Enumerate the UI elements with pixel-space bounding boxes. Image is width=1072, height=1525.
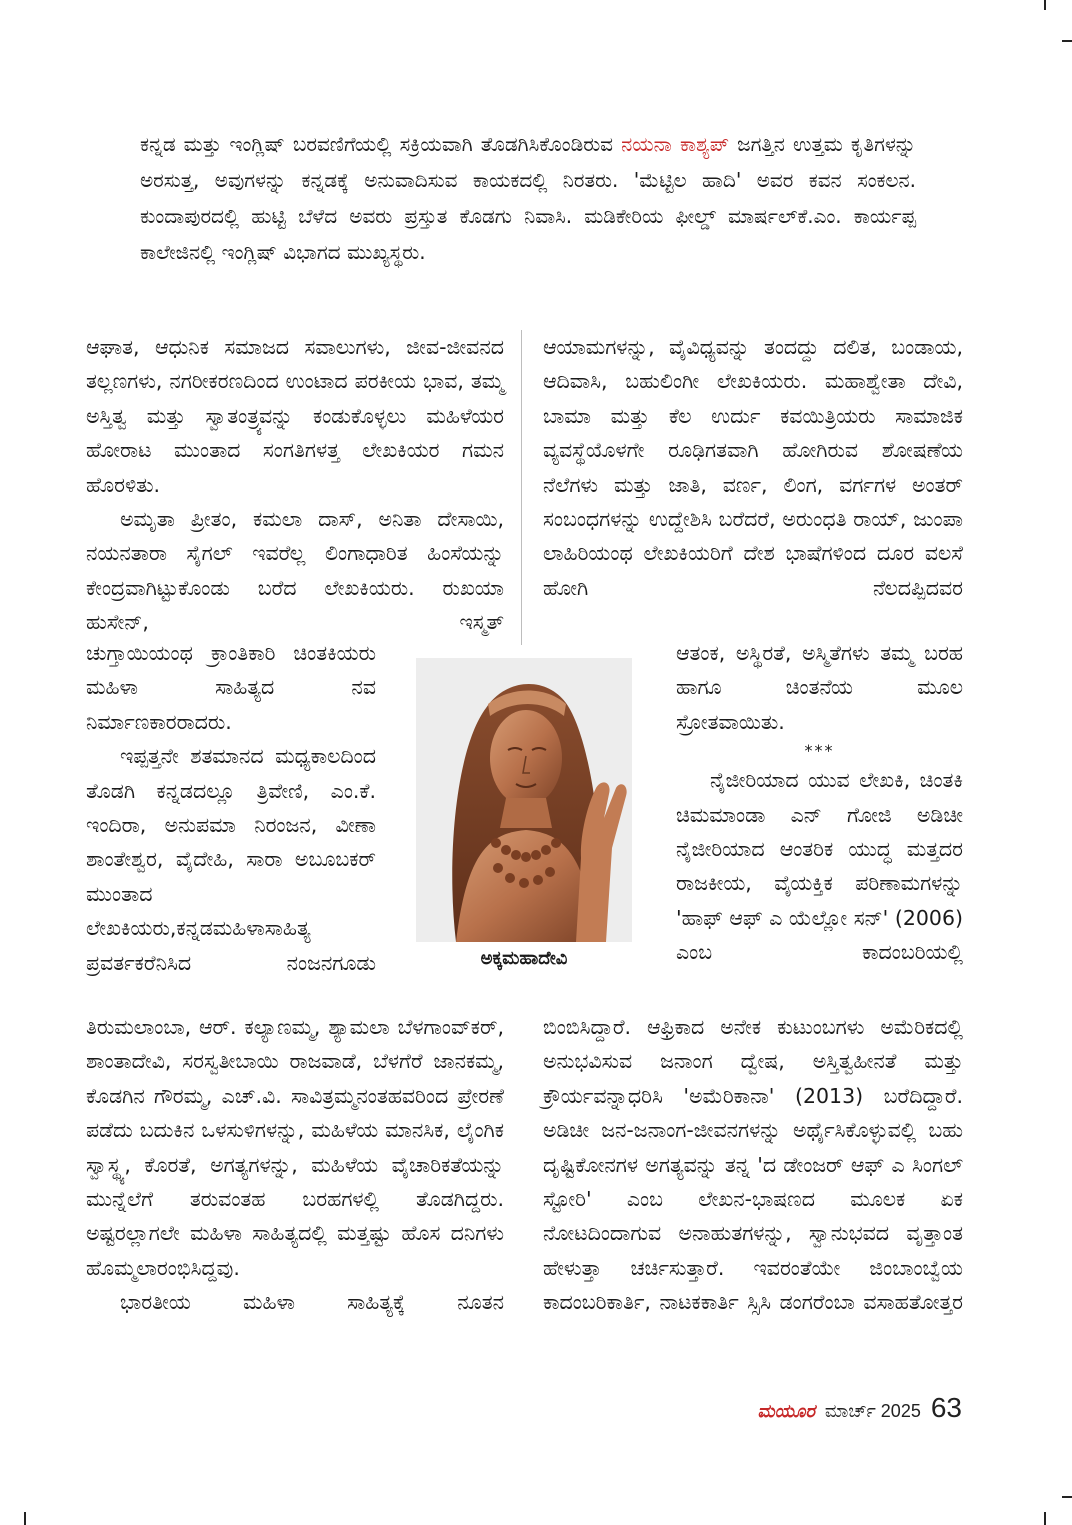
crop-mark bbox=[1062, 1496, 1072, 1498]
left-column-bottom bbox=[86, 1010, 504, 1320]
statue-illustration bbox=[416, 658, 632, 942]
crop-mark bbox=[24, 1512, 26, 1525]
left-paragraph-1: ಆಘಾತ, ಆಧುನಿಕ ಸಮಾಜದ ಸವಾಲುಗಳು, ಜೀವ-ಜೀವನದ ತಲ್ಲಣಗಳು, ನಗರೀಕರಣದಿಂದ ಉಂಟಾದ ಪರಕೀಯ ಭಾವ, ತಮ್ಮ ಅಸ್ತಿತ್ವ ಮತ್ತು ಸ್ವಾತಂತ್ರ್ಯವನ್ನು ಕಂಡುಕೊಳ್ಳಲು ಮಹಿಳೆಯರ ಹೋರಾಟ ಮುಂತಾದ ಸಂಗತಿಗಳತ್ತ ಲೇಖಕಿಯರ ಗಮನ ಹೊರಳಿತು. bbox=[86, 335, 504, 497]
right-column-bottom bbox=[543, 1010, 963, 1320]
right-paragraph-1: ಆಯಾಮಗಳನ್ನು, ವೈವಿಧ್ಯವನ್ನು ತಂದದ್ದು ದಲಿತ, ಬಂಡಾಯ, ಆದಿವಾಸಿ, ಬಹುಲಿಂಗೀ ಲೇಖಕಿಯರು. ಮಹಾಶ್ವೇತಾ ದೇವಿ, ಬಾಮಾ ಮತ್ತು ಕೆಲ ಉರ್ದು ಕವಯಿತ್ರಿಯರು ಸಾಮಾಜಿಕ ವ್ಯವಸ್ಥೆಯೊಳಗೇ ರೂಢಿಗತವಾಗಿ ಹೋಗಿರುವ ಶೋಷಣೆಯ ನೆಲೆಗಳು ಮತ್ತು ಜಾತಿ, ವರ್ಣ, ಲಿಂಗ, ವರ್ಗಗಳ ಅಂತರ್ ಸಂಬಂಧಗಳನ್ನು ಉದ್ದೇಶಿಸಿ ಬರೆದರೆ, ಅರುಂಧತಿ ರಾಯ್, ಜುಂಪಾ ಲಾಹಿರಿಯಂಥ ಲೇಖಕಿಯರಿಗೆ ದೇಶ ಭಾಷೆಗಳಿಂದ ದೂರ ವಲಸೆ ಹೋಗಿ ನೆಲದಪ್ಪಿದವರ bbox=[543, 335, 963, 600]
right-paragraph-2: ನೈಜೀರಿಯಾದ ಯುವ ಲೇಖಕಿ, ಚಿಂತಕಿ ಚಿಮಮಾಂಡಾ ಎನ್ ಗೋಜಿ ಅಡಿಚೀ ನೈಜೀರಿಯಾದ ಆಂತರಿಕ ಯುದ್ಧ ಮತ್ತದರ ರಾಜಕೀಯ, ವೈಯಕ್ತಿಕ ಪರಿಣಾಮಗಳನ್ನು 'ಹಾಫ್ ಆಫ್ ಎ ಯೆಲ್ಲೋ ಸನ್' (2006) ಎಂಬ ಕಾದಂಬರಿಯಲ್ಲಿ bbox=[676, 768, 963, 965]
intro-text-before: ಕನ್ನಡ ಮತ್ತು ಇಂಗ್ಲಿಷ್ ಬರವಣಿಗೆಯಲ್ಲಿ ಸಕ್ರಿಯವಾಗಿ ತೊಡಗಿಸಿಕೊಂಡಿರುವ bbox=[140, 132, 622, 156]
column-divider bbox=[521, 330, 522, 645]
left-paragraph-2-cont: ಚುಗ್ತಾಯಿಯಂಥ ಕ್ರಾಂತಿಕಾರಿ ಚಿಂತಕಿಯರು ಮಹಿಳಾ ಸಾಹಿತ್ಯದ ನವ ನಿರ್ಮಾಣಕಾರರಾದರು. bbox=[86, 641, 376, 734]
right-column-narrow bbox=[676, 636, 963, 970]
right-paragraph-2-cont: ಬಿಂಬಿಸಿದ್ದಾರೆ. ಆಫ್ರಿಕಾದ ಅನೇಕ ಕುಟುಂಬಗಳು ಅಮೆರಿಕದಲ್ಲಿ ಅನುಭವಿಸುವ ಜನಾಂಗ ದ್ವೇಷ, ಅಸ್ತಿತ್ವಹೀನತೆ ಮತ್ತು ಕ್ರೌರ್ಯವನ್ನಾಧರಿಸಿ 'ಅಮೆರಿಕಾನಾ' (2013) ಬರೆದಿದ್ದಾರೆ. ಅಡಿಚೀ ಜನ-ಜನಾಂಗ-ಜೀವನಗಳನ್ನು ಅರ್ಥೈಸಿಕೊಳ್ಳುವಲ್ಲಿ ಬಹು ದೃಷ್ಟಿಕೋನಗಳ ಅಗತ್ಯವನ್ನು ತನ್ನ 'ದ ಡೇಂಜರ್ ಆಫ್ ಎ ಸಿಂಗಲ್ ಸ್ಟೋರಿ' ಎಂಬ ಲೇಖನ-ಭಾಷಣದ ಮೂಲಕ ಏಕ ನೋಟದಿಂದಾಗುವ ಅನಾಹುತಗಳನ್ನು, ಸ್ವಾನುಭವದ ವೃತ್ತಾಂತ ಹೇಳುತ್ತಾ ಚರ್ಚಿಸುತ್ತಾರೆ. ಇವರಂತೆಯೇ ಜಿಂಬಾಂಬ್ವೆಯ ಕಾದಂಬರಿಕಾರ್ತಿ, ನಾಟಕಕಾರ್ತಿ ಸ್ಸಿಸಿ ಡಂಗರೆಂಬಾ ವಸಾಹತೋತ್ತರ bbox=[543, 1015, 963, 1315]
left-paragraph-4: ಭಾರತೀಯ ಮಹಿಳಾ ಸಾಹಿತ್ಯಕ್ಕೆ ನೂತನ bbox=[120, 1290, 504, 1315]
intro-text-after: ಜಗತ್ತಿನ ಉತ್ತಮ ಕೃತಿಗಳನ್ನು ಅರಸುತ್ತ, ಅವುಗಳನ್ನು ಕನ್ನಡಕ್ಕೆ ಅನುವಾದಿಸುವ ಕಾಯಕದಲ್ಲಿ ನಿರತರು. 'ಮೆಟ್ಟಿಲ ಹಾದಿ' ಅವರ ಕವನ ಸಂಕಲನ. ಕುಂದಾಪುರದಲ್ಲಿ ಹುಟ್ಟಿ ಬೆಳೆದ ಅವರು ಪ್ರಸ್ತುತ ಕೊಡಗು ನಿವಾಸಿ. ಮಡಿಕೇರಿಯ ಫೀಲ್ಡ್ ಮಾರ್ಷಲ್‌ಕೆ.ಎಂ. ಕಾರ್ಯಪ್ಪ ಕಾಲೇಜಿನಲ್ಲಿ ಇಂಗ್ಲಿಷ್ ವಿಭಾಗದ ಮುಖ್ಯಸ್ಥರು. bbox=[140, 132, 916, 264]
left-paragraph-3: ಇಪ್ಪತ್ತನೇ ಶತಮಾನದ ಮಧ್ಯಕಾಲದಿಂದ ತೊಡಗಿ ಕನ್ನಡದಲ್ಲೂ ತ್ರಿವೇಣಿ, ಎಂ.ಕೆ. ಇಂದಿರಾ, ಅನುಪಮಾ ನಿರಂಜನ, ವೀಣಾ ಶಾಂತೇಶ್ವರ, ವೈದೇಹಿ, ಸಾರಾ ಅಬೂಬಕರ್ ಮುಂತಾದ ಲೇಖಕಿಯರು,ಕನ್ನಡಮಹಿಳಾಸಾಹಿತ್ಯ ಪ್ರವರ್ತಕರೆನಿಸಿದ ನಂಜನಗೂಡು bbox=[86, 744, 376, 975]
akkamahadevi-statue-image bbox=[416, 658, 632, 942]
crop-mark bbox=[1062, 40, 1072, 42]
image-caption: ಅಕ್ಕಮಹಾದೇವಿ bbox=[480, 948, 568, 969]
magazine-logo: ಮಯೂರ bbox=[757, 1401, 815, 1421]
crop-mark bbox=[1044, 0, 1046, 10]
left-column-narrow bbox=[86, 636, 376, 980]
author-name: ನಯನಾ ಕಾಶ್ಯಪ್ bbox=[621, 132, 730, 156]
page-number: 63 bbox=[930, 1392, 962, 1423]
section-separator: *** bbox=[804, 741, 835, 761]
issue-month: ಮಾರ್ಚ್ 2025 bbox=[824, 1401, 921, 1421]
author-intro bbox=[140, 126, 916, 270]
right-column-top bbox=[543, 330, 963, 605]
right-paragraph-1-cont: ಆತಂಕ, ಅಸ್ಥಿರತೆ, ಅಸ್ಮಿತೆಗಳು ತಮ್ಮ ಬರಹ ಹಾಗೂ ಚಿಂತನೆಯ ಮೂಲ ಸ್ರೋತವಾಯಿತು. bbox=[676, 641, 963, 734]
left-column-top bbox=[86, 330, 504, 640]
crop-mark bbox=[1044, 1512, 1046, 1525]
page-footer bbox=[757, 1392, 962, 1424]
left-paragraph-3-cont: ತಿರುಮಲಾಂಬಾ, ಆರ್. ಕಲ್ಯಾಣಮ್ಮ, ಶ್ಯಾಮಲಾ ಬೆಳಗಾಂವ್‌ಕರ್, ಶಾಂತಾದೇವಿ, ಸರಸ್ವತೀಬಾಯಿ ರಾಜವಾಡೆ, ಬೆಳಗೆರೆ ಜಾನಕಮ್ಮ, ಕೊಡಗಿನ ಗೌರಮ್ಮ, ಎಚ್.ವಿ. ಸಾವಿತ್ರಮ್ಮನಂತಹವರಿಂದ ಪ್ರೇರಣೆ ಪಡೆದು ಬದುಕಿನ ಒಳಸುಳಿಗಳನ್ನು, ಮಹಿಳೆಯ ಮಾನಸಿಕ, ಲೈಂಗಿಕ ಸ್ವಾಸ್ಥ್ಯ, ಕೊರತೆ, ಅಗತ್ಯಗಳನ್ನು, ಮಹಿಳೆಯ ವೈಚಾರಿಕತೆಯನ್ನು ಮುನ್ನೆಲೆಗೆ ತರುವಂತಹ ಬರಹಗಳಲ್ಲಿ ತೊಡಗಿದ್ದರು. ಅಷ್ಟರಲ್ಲಾಗಲೇ ಮಹಿಳಾ ಸಾಹಿತ್ಯದಲ್ಲಿ ಮತ್ತಷ್ಟು ಹೊಸ ದನಿಗಳು ಹೊಮ್ಮಲಾರಂಭಿಸಿದ್ದವು. bbox=[86, 1015, 504, 1280]
left-paragraph-2: ಅಮೃತಾ ಪ್ರೀತಂ, ಕಮಲಾ ದಾಸ್, ಅನಿತಾ ದೇಸಾಯಿ, ನಯನತಾರಾ ಸೈಗಲ್ ಇವರೆಲ್ಲ ಲಿಂಗಾಧಾರಿತ ಹಿಂಸೆಯನ್ನು ಕೇಂದ್ರವಾಗಿಟ್ಟುಕೊಂಡು ಬರೆದ ಲೇಖಕಿಯರು. ರುಖಯಾ ಹುಸೇನ್, ಇಸ್ಮತ್ bbox=[86, 507, 504, 635]
